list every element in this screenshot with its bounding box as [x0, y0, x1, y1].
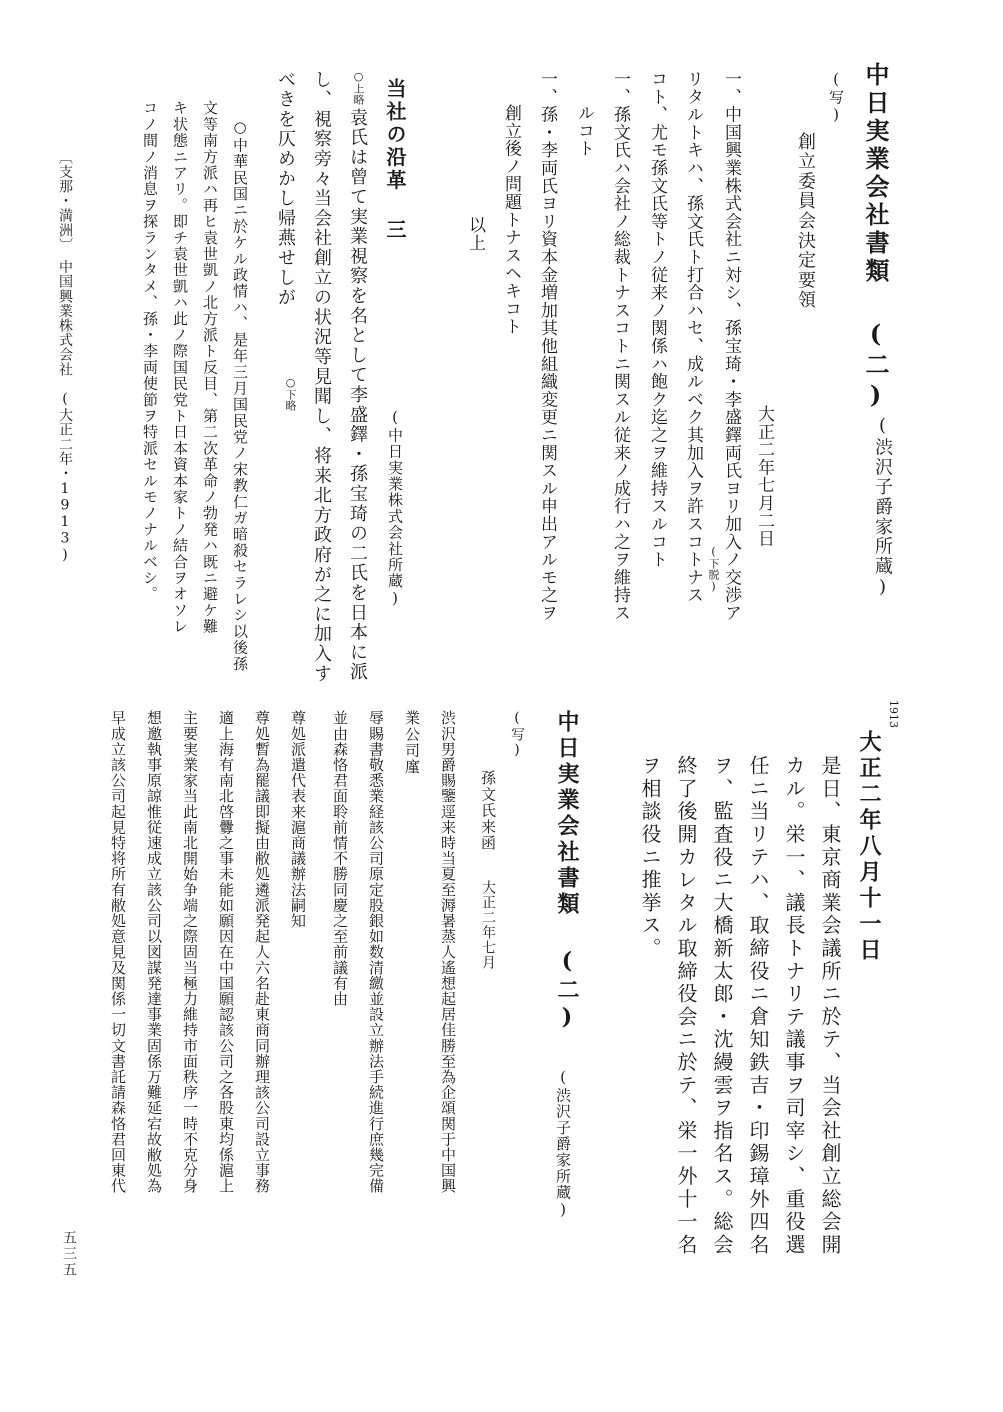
- paragraph-2-line-4: コノ間ノ消息ヲ探ランタメ、孫・李両使節ヲ特派セルモノナルベシ。: [141, 100, 159, 603]
- letter-line-2: 業公司廑: [403, 710, 421, 775]
- page-number: 五三五: [61, 1230, 77, 1278]
- item-3-line-1: 一、孫文氏ハ会社ノ総裁トナスコトニ関スル従来ノ成行ハ之ヲ維持ス: [610, 70, 630, 622]
- paragraph-1-line-2: し、視察旁々当会社創立の状況等見聞し、将来北方政府が之に加入す: [311, 70, 332, 684]
- letter-line-10: 早成立該公司起見特将所有敝処意見及関係一切文書託請森恪君回東代: [109, 710, 127, 1194]
- omission-mark-top: ○上略: [352, 70, 365, 105]
- paragraph-2-line-1: ○中華民国ニ於ケル政情ハ、是年三月国民党ノ宋教仁ガ暗殺セラレシ以後孫: [231, 118, 249, 672]
- paragraph-1-line-3: べきを仄めかし帰燕せしが: [275, 70, 296, 308]
- source-note-top: (渋沢子爵家所蔵): [872, 415, 893, 600]
- source-note-bottom: (渋沢子爵家所蔵): [554, 1068, 572, 1220]
- entry-line-3: 任ニ当リテハ、取締役ニ倉知鉄吉・印錫璋外四名: [746, 755, 770, 1257]
- item-4-line-2: 創立後ノ問題トナスヘキコト: [501, 104, 521, 336]
- section-title: 当社の沿革 三: [383, 78, 407, 242]
- paragraph-2-line-3: キ状態ニアリ。即チ袁世凱ハ此ノ際国民党ト日本資本家トノ結合ヲオソレ: [171, 100, 189, 635]
- letter-line-3: 辱賜書敬悉業経該公司原定股銀如数清繳並設立辦法手続進行庶幾完備: [367, 710, 385, 1194]
- entry-line-5: 終了後開カレタル取締役会ニ於テ、栄一外十一名: [674, 755, 698, 1257]
- entry-line-2: カル。栄一、議長トナリテ議事ヲ司宰シ、重役選: [782, 755, 806, 1257]
- committee-date: 大正二年七月二日: [754, 405, 774, 548]
- letter-line-7: 適上海有南北啓釁之事未能如願因在中国願認該公司之各股東均係滬上: [217, 710, 235, 1194]
- item-4-line-1: 一、孫・李両氏ヨリ資本金増加其他組織変更ニ関スル申出アルモ之ヲ: [537, 70, 557, 622]
- date-heading: 大正二年八月十一日: [856, 730, 882, 964]
- paragraph-2-line-2: 文等南方派ハ再ヒ袁世凱ノ北方派ト反目、第二次革命ノ勃発ハ既ニ避ケ難: [201, 100, 219, 635]
- doc-title-bottom: 中日実業会社書類 (二): [554, 710, 580, 1034]
- paragraph-1-line-1: 袁氏は曾て実業視察を名として李盛鐸・孫宝琦の二氏を日本に派: [347, 108, 368, 683]
- page-footer-running-head: 〔支那・満洲〕 中国興業株式会社 (大正二年・1913): [57, 150, 73, 564]
- entry-line-4: ヲ、監査役ニ大橋新太郎・沈縵雲ヲ指名ス。総会: [710, 755, 734, 1257]
- letter-line-4: 並由森恪君面聆前情不勝同慶之至前議有由: [331, 710, 349, 1007]
- omission-mark-bottom: ○下略: [284, 376, 297, 411]
- section-source: (中日実業株式会社所蔵): [386, 408, 404, 609]
- letter-line-6: 尊処暫為罷議即擬由敝処遴派発起人六名赴東商同辦理該公司設立事務: [253, 710, 271, 1194]
- letter-line-8: 主要実業家当此南北開始争端之際固当極力維持市面秩序一時不克分身: [181, 710, 199, 1194]
- letter-line-9: 想邀執事原諒惟従速成立該公司以図謀発達事業固係万難延宕故敝処為: [145, 710, 163, 1194]
- item-3-line-2: ルコト: [574, 104, 594, 158]
- copy-mark-bottom: (写): [509, 710, 525, 759]
- letter-line-5: 尊処派遣代表来滬商議辦法嗣知: [289, 710, 307, 929]
- entry-line-6: ヲ相談役ニ推挙ス。: [638, 755, 662, 961]
- closing-mark: 以上: [465, 216, 485, 252]
- item-1-line-2: リタルトキハ、孫文氏ト打合ハセ、成ルベク其加入ヲ許スコトナス: [683, 70, 703, 604]
- entry-line-1: 是日、東京商業会議所ニ於テ、当会社創立総会開: [818, 755, 842, 1257]
- doc-title-top: 中日実業会社書類 (二): [861, 62, 890, 413]
- letter-line-1: 渋沢男爵賜鑒逕来時当夏至溽暑蒸人遙想起居佳勝至為企頌関于中国興: [439, 710, 457, 1194]
- year-note: 1913: [887, 700, 900, 728]
- letter-date: 大正二年七月: [480, 880, 496, 970]
- item-1-line-1: 一、中国興業株式会社ニ対シ、孫宝琦・李盛鐸両氏ヨリ加入ノ交渉ア: [721, 70, 741, 622]
- editor-note-omission: (下脱): [707, 545, 720, 593]
- item-2-line-2: コト、尤モ孫文氏等トノ従来ノ関係ハ飽ク迄之ヲ維持スルコト: [647, 70, 667, 569]
- committee-subtitle: 創立委員会決定要領: [795, 132, 816, 311]
- letter-heading: 孫文氏来函: [479, 770, 497, 851]
- copy-mark-top: (写): [827, 70, 845, 125]
